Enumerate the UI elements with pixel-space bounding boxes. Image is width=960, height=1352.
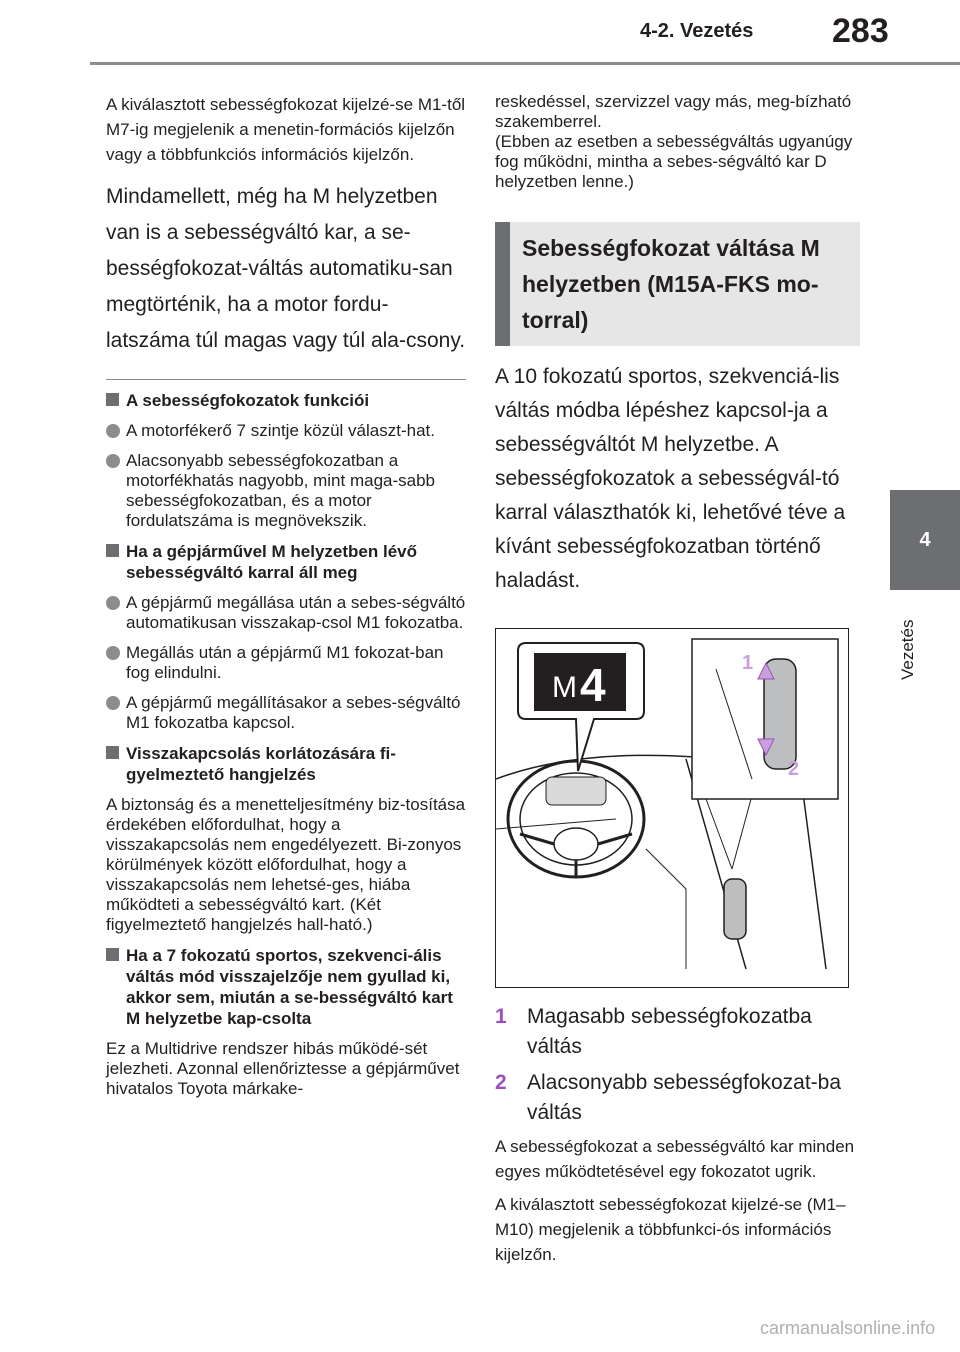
display-mode-letter: M [552, 671, 577, 704]
arrow-label-2: 2 [788, 758, 800, 780]
header-section-title: 4-2. Vezetés [640, 20, 754, 42]
subheading: Visszakapcsolás korlátozására fi-gyelmeztető hangjelzés [106, 743, 466, 785]
display-gear-number: 4 [580, 659, 606, 711]
paragraph: reskedéssel, szervizzel vagy más, meg-bízható szakemberrel. [495, 92, 852, 131]
paragraph: A biztonság és a menetteljesítmény biz-tosítása érdekében előfordulhat, hogy a visszakapcsolás nem engedélyezett. Bi-zonyos körülmények között előfordulhat, hogy a visszakapcsolás nem lehetsé-ges, hiába működteti a sebességváltó kart. (Két figyelmeztető hangjelzés hall-ható.) [106, 795, 466, 934]
circle-bullet-icon [106, 424, 120, 438]
watermark: carmanualsonline.info [760, 1318, 936, 1338]
chapter-tab-label: Vezetés [898, 619, 917, 681]
paragraph: Ez a Multidrive rendszer hibás működé-sét jelezheti. Azonnal ellenőriztesse a gépjárművet hivatalos Toyota márkake- [106, 1039, 460, 1098]
main-paragraph: Mindamellett, még ha M helyzetben van is a sebességváltó kar, a se-bességfokozat-váltás automatiku-san megtörténik, ha a motor fordu-latszáma túl magas vagy túl ala-csony. [106, 185, 466, 352]
bullet-item: A motorfékerő 7 szintje közül választ-hat. [106, 421, 466, 441]
shift-lever-illustration [495, 628, 849, 988]
subheading: A sebességfokozatok funkciói [106, 390, 466, 411]
bullet-item: A gépjármű megállításakor a sebes-ségváltó M1 fokozatba kapcsol. [106, 693, 466, 733]
square-bullet-icon [106, 948, 119, 961]
chapter-tab: 4 [890, 490, 960, 590]
bullet-item: Alacsonyabb sebességfokozatban a motorfékhatás nagyobb, mint maga-sabb sebességfokozatban, és a motor fordulatszáma is megnövekszik. [106, 451, 466, 531]
divider [106, 379, 466, 380]
header-rule [90, 62, 960, 65]
subheading: Ha a gépjárművel M helyzetben lévő sebességváltó karral áll meg [106, 541, 466, 583]
subheading: Ha a 7 fokozatú sportos, szekvenci-ális váltás mód visszajelzője nem gyullad ki, akkor sem, miután a se-bességváltó kart M helyzetbe kap-csolta [106, 945, 466, 1029]
right-column [495, 92, 860, 1267]
circle-bullet-icon [106, 646, 120, 660]
bullet-item: Megállás után a gépjármű M1 fokozat-ban fog elindulni. [106, 643, 466, 683]
shift-lever-lower [724, 879, 746, 939]
numbered-item: 2 Alacsonyabb sebességfokozat-ba váltás [495, 1071, 842, 1124]
dashboard-drawing [496, 629, 848, 987]
section-intro: A 10 fokozatú sportos, szekvenciá-lis váltás módba lépéshez kapcsol-ja a sebességváltót M helyzetbe. A sebességfokozatok a sebességvál-tó karral választhatók ki, lehetővé téve a kívánt sebességfokozatban történő haladást. [495, 365, 846, 592]
square-bullet-icon [106, 393, 119, 406]
circle-bullet-icon [106, 454, 120, 468]
page-number: 283 [832, 12, 889, 50]
paragraph: A sebességfokozat a sebességváltó kar minden egyes működtetésével egy fokozatot ugrik. [495, 1137, 855, 1181]
circle-bullet-icon [106, 696, 120, 710]
arrow-label-1: 1 [742, 652, 754, 674]
bullet-item: A gépjármű megállása után a sebes-ségváltó automatikusan visszakap-csol M1 fokozatba. [106, 593, 466, 633]
paragraph: (Ebben az esetben a sebességváltás ugyanúgy fog működni, mintha a sebes-ségváltó kar D helyzetben lenne.) [495, 132, 853, 191]
circle-bullet-icon [106, 596, 120, 610]
square-bullet-icon [106, 746, 119, 759]
paragraph: A kiválasztott sebességfokozat kijelzé-se (M1–M10) megjelenik a többfunkci-ós információs kijelzőn. [495, 1195, 846, 1264]
intro-paragraph: A kiválasztott sebességfokozat kijelzé-se M1-től M7-ig megjelenik a menetin-formációs kijelzőn vagy a többfunkciós információs kijelzőn. [106, 95, 466, 164]
section-title: Sebességfokozat váltása M helyzetben (M15A-FKS mo-torral) [495, 222, 860, 346]
numbered-item: 1 Magasabb sebességfokozatba váltás [495, 1005, 812, 1058]
square-bullet-icon [106, 544, 119, 557]
left-column [106, 92, 466, 1109]
